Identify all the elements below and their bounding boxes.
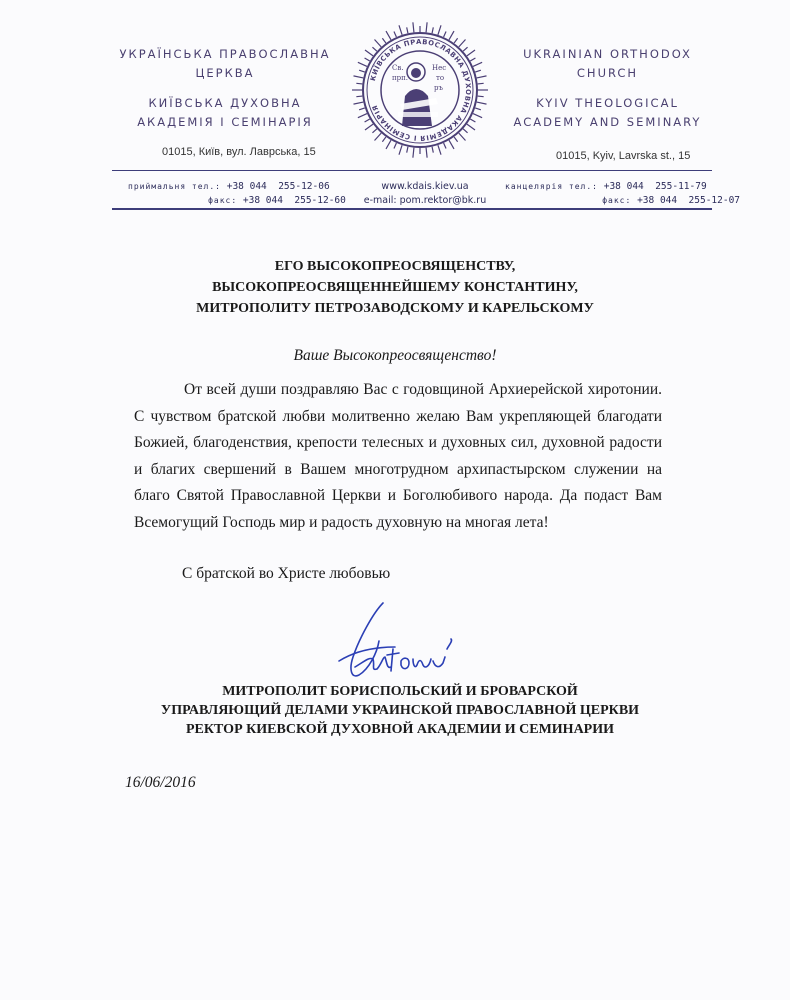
- office-tel-label: тел.:: [568, 182, 598, 191]
- closing-phrase: С братской во Христе любовью: [182, 565, 391, 582]
- office-label: канцелярія: [505, 182, 564, 191]
- seal-ray: [470, 119, 475, 122]
- office-fax-label: факс:: [602, 196, 632, 205]
- website-link: www.kdais.kiev.ua: [381, 181, 469, 192]
- org-name-ua-line1: УКРАЇНСЬКА ПРАВОСЛАВНА: [119, 47, 331, 61]
- institution-name-ua-line2: АКАДЕМІЯ І СЕМІНАРІЯ: [137, 115, 313, 129]
- org-name-ua-line2: ЦЕРКВА: [195, 66, 255, 80]
- seal-ray: [459, 133, 466, 140]
- seal-ray: [473, 114, 482, 118]
- seal-ray: [426, 22, 427, 32]
- seal-ray: [356, 96, 362, 97]
- seal-ray: [432, 147, 433, 153]
- seal-ray: [359, 108, 365, 110]
- seal-ray: [399, 25, 402, 35]
- signer-title-block: [150, 682, 650, 739]
- seal-ray: [444, 32, 446, 37]
- salutation: Ваше Высокопреосвященство!: [293, 347, 497, 364]
- seal-ray: [374, 39, 381, 46]
- reception-fax: +38 044 255-12-60: [242, 195, 346, 206]
- seal-ray: [374, 133, 381, 140]
- seal-ray: [353, 76, 363, 78]
- addressee-line-2: ВЫСОКОПРЕОСВЯЩЕННЕЙШЕМУ КОНСТАНТИНУ,: [212, 280, 578, 295]
- addressee-block: [120, 256, 670, 319]
- org-name-en-line2: CHURCH: [576, 66, 639, 80]
- addressee-line-3: МИТРОПОЛИТУ ПЕТРОЗАВОДСКОМУ И КАРЕЛЬСКОМУ: [196, 301, 594, 316]
- seal-ray: [413, 22, 414, 32]
- seal-ray: [438, 145, 441, 155]
- seal-ray: [459, 39, 466, 46]
- seal-ray: [365, 58, 370, 61]
- seal-ray: [356, 83, 362, 84]
- seal-ray: [353, 102, 363, 104]
- office-contacts: [505, 180, 740, 208]
- seal-ray: [463, 129, 467, 133]
- seal-monogram-3: Нес: [432, 64, 447, 72]
- letter-date: 16/06/2016: [125, 774, 196, 791]
- seal-ray: [467, 124, 475, 130]
- institution-name-en-line2: ACADEMY AND SEMINARY: [513, 115, 702, 129]
- signer-line-1: МИТРОПОЛИТ БОРИСПОЛЬСКИЙ И БРОВАРСКОЙ: [222, 684, 578, 699]
- seal-ray: [399, 145, 402, 155]
- seal-monogram-5: ръ: [434, 84, 443, 92]
- seal-ray: [359, 70, 365, 72]
- seal-ray: [467, 50, 475, 56]
- seal-ray: [413, 148, 414, 158]
- addressee-line-1: ЕГО ВЫСОКОПРЕОСВЯЩЕНСТВУ,: [274, 259, 516, 274]
- seal-ray: [372, 47, 376, 51]
- seal-ray: [475, 108, 481, 110]
- seal-ray: [477, 76, 487, 78]
- seal-ray: [438, 25, 441, 35]
- letter-body: От всей души поздравляю Вас с годовщиной Архиерейской хиротонии. С чувством братской любви молитвенно желаю Вам укрепляющей благодати Божией, благоденствия, крепости телесных и духовных сил, духовной радости и благих свершений в Вашем многотрудном архипастырском служении на благо Святой Православной Церкви и Боголюбивого народа. Да подаст Вам Всемогущий Господь мир и радость духовную на многая лета!: [134, 381, 662, 531]
- academy-seal-icon: [350, 20, 490, 160]
- office-fax: +38 044 255-12-07: [637, 195, 741, 206]
- institution-name-en-line1: KYIV THEOLOGICAL: [536, 96, 679, 110]
- seal-ray: [358, 62, 367, 66]
- seal-ray: [478, 96, 484, 97]
- seal-ray: [358, 114, 367, 118]
- seal-ray: [463, 47, 467, 51]
- seal-ray: [372, 129, 376, 133]
- seal-ray: [382, 137, 386, 142]
- seal-ray: [426, 148, 427, 158]
- seal-ray: [386, 31, 391, 40]
- seal-ray: [365, 119, 370, 122]
- signer-line-3: РЕКТОР КИЕВСКОЙ ДУХОВНОЙ АКАДЕМИИ И СЕМИНАРИИ: [185, 722, 615, 737]
- seal-ray: [432, 27, 433, 33]
- address-ua: 01015, Київ, вул. Лаврська, 15: [162, 146, 316, 158]
- seal-ray: [454, 38, 458, 43]
- seal-ray: [449, 31, 454, 40]
- web-contacts: [360, 180, 490, 208]
- seal-ray: [382, 38, 386, 43]
- seal-ray: [478, 83, 484, 84]
- seal-monogram-4: то: [436, 74, 445, 82]
- seal-ray: [477, 102, 487, 104]
- office-tel: +38 044 255-11-79: [603, 181, 707, 192]
- letterhead-right: [505, 45, 710, 132]
- letterhead-left: [105, 45, 345, 132]
- seal-ray: [365, 50, 373, 56]
- address-en: 01015, Kyiv, Lavrska st., 15: [556, 150, 691, 162]
- seal-ray: [394, 143, 396, 148]
- letterhead-rule-top: [112, 170, 712, 171]
- seal-ray: [394, 32, 396, 37]
- seal-ray: [449, 140, 454, 149]
- reception-label: приймальня: [128, 182, 187, 191]
- org-name-en-line1: UKRAINIAN ORTHODOX: [523, 47, 692, 61]
- fax-label: факс:: [208, 196, 238, 205]
- seal-ray: [444, 143, 446, 148]
- tel-label: тел.:: [191, 182, 221, 191]
- seal-monogram-1: Св.: [392, 64, 404, 72]
- signer-line-2: УПРАВЛЯЮЩИЙ ДЕЛАМИ УКРАИНСКОЙ ПРАВОСЛАВНОЙ ЦЕРКВИ: [160, 703, 640, 718]
- seal-ray: [365, 124, 373, 130]
- reception-tel: +38 044 255-12-06: [226, 181, 330, 192]
- seal-ring-text: КИЇВСЬКА ПРАВОСЛАВНА ДУХОВНА АКАДЕМІЯ І СЕМІНАРІЯ: [368, 37, 473, 143]
- seal-ray: [475, 70, 481, 72]
- seal-ray: [454, 137, 458, 142]
- reception-contacts: [128, 180, 346, 208]
- institution-name-ua-line1: КИЇВСЬКА ДУХОВНА: [148, 96, 302, 110]
- seal-monogram-2: прп.: [392, 74, 409, 82]
- seal-ray: [407, 27, 408, 33]
- seal-ray: [470, 58, 475, 61]
- seal-ray: [407, 147, 408, 153]
- letterhead-rule-bottom: [112, 208, 712, 210]
- seal-ray: [386, 140, 391, 149]
- seal-ray: [473, 62, 482, 66]
- email-link: e-mail: pom.rektor@bk.ru: [363, 195, 487, 206]
- handwritten-signature: [325, 595, 465, 695]
